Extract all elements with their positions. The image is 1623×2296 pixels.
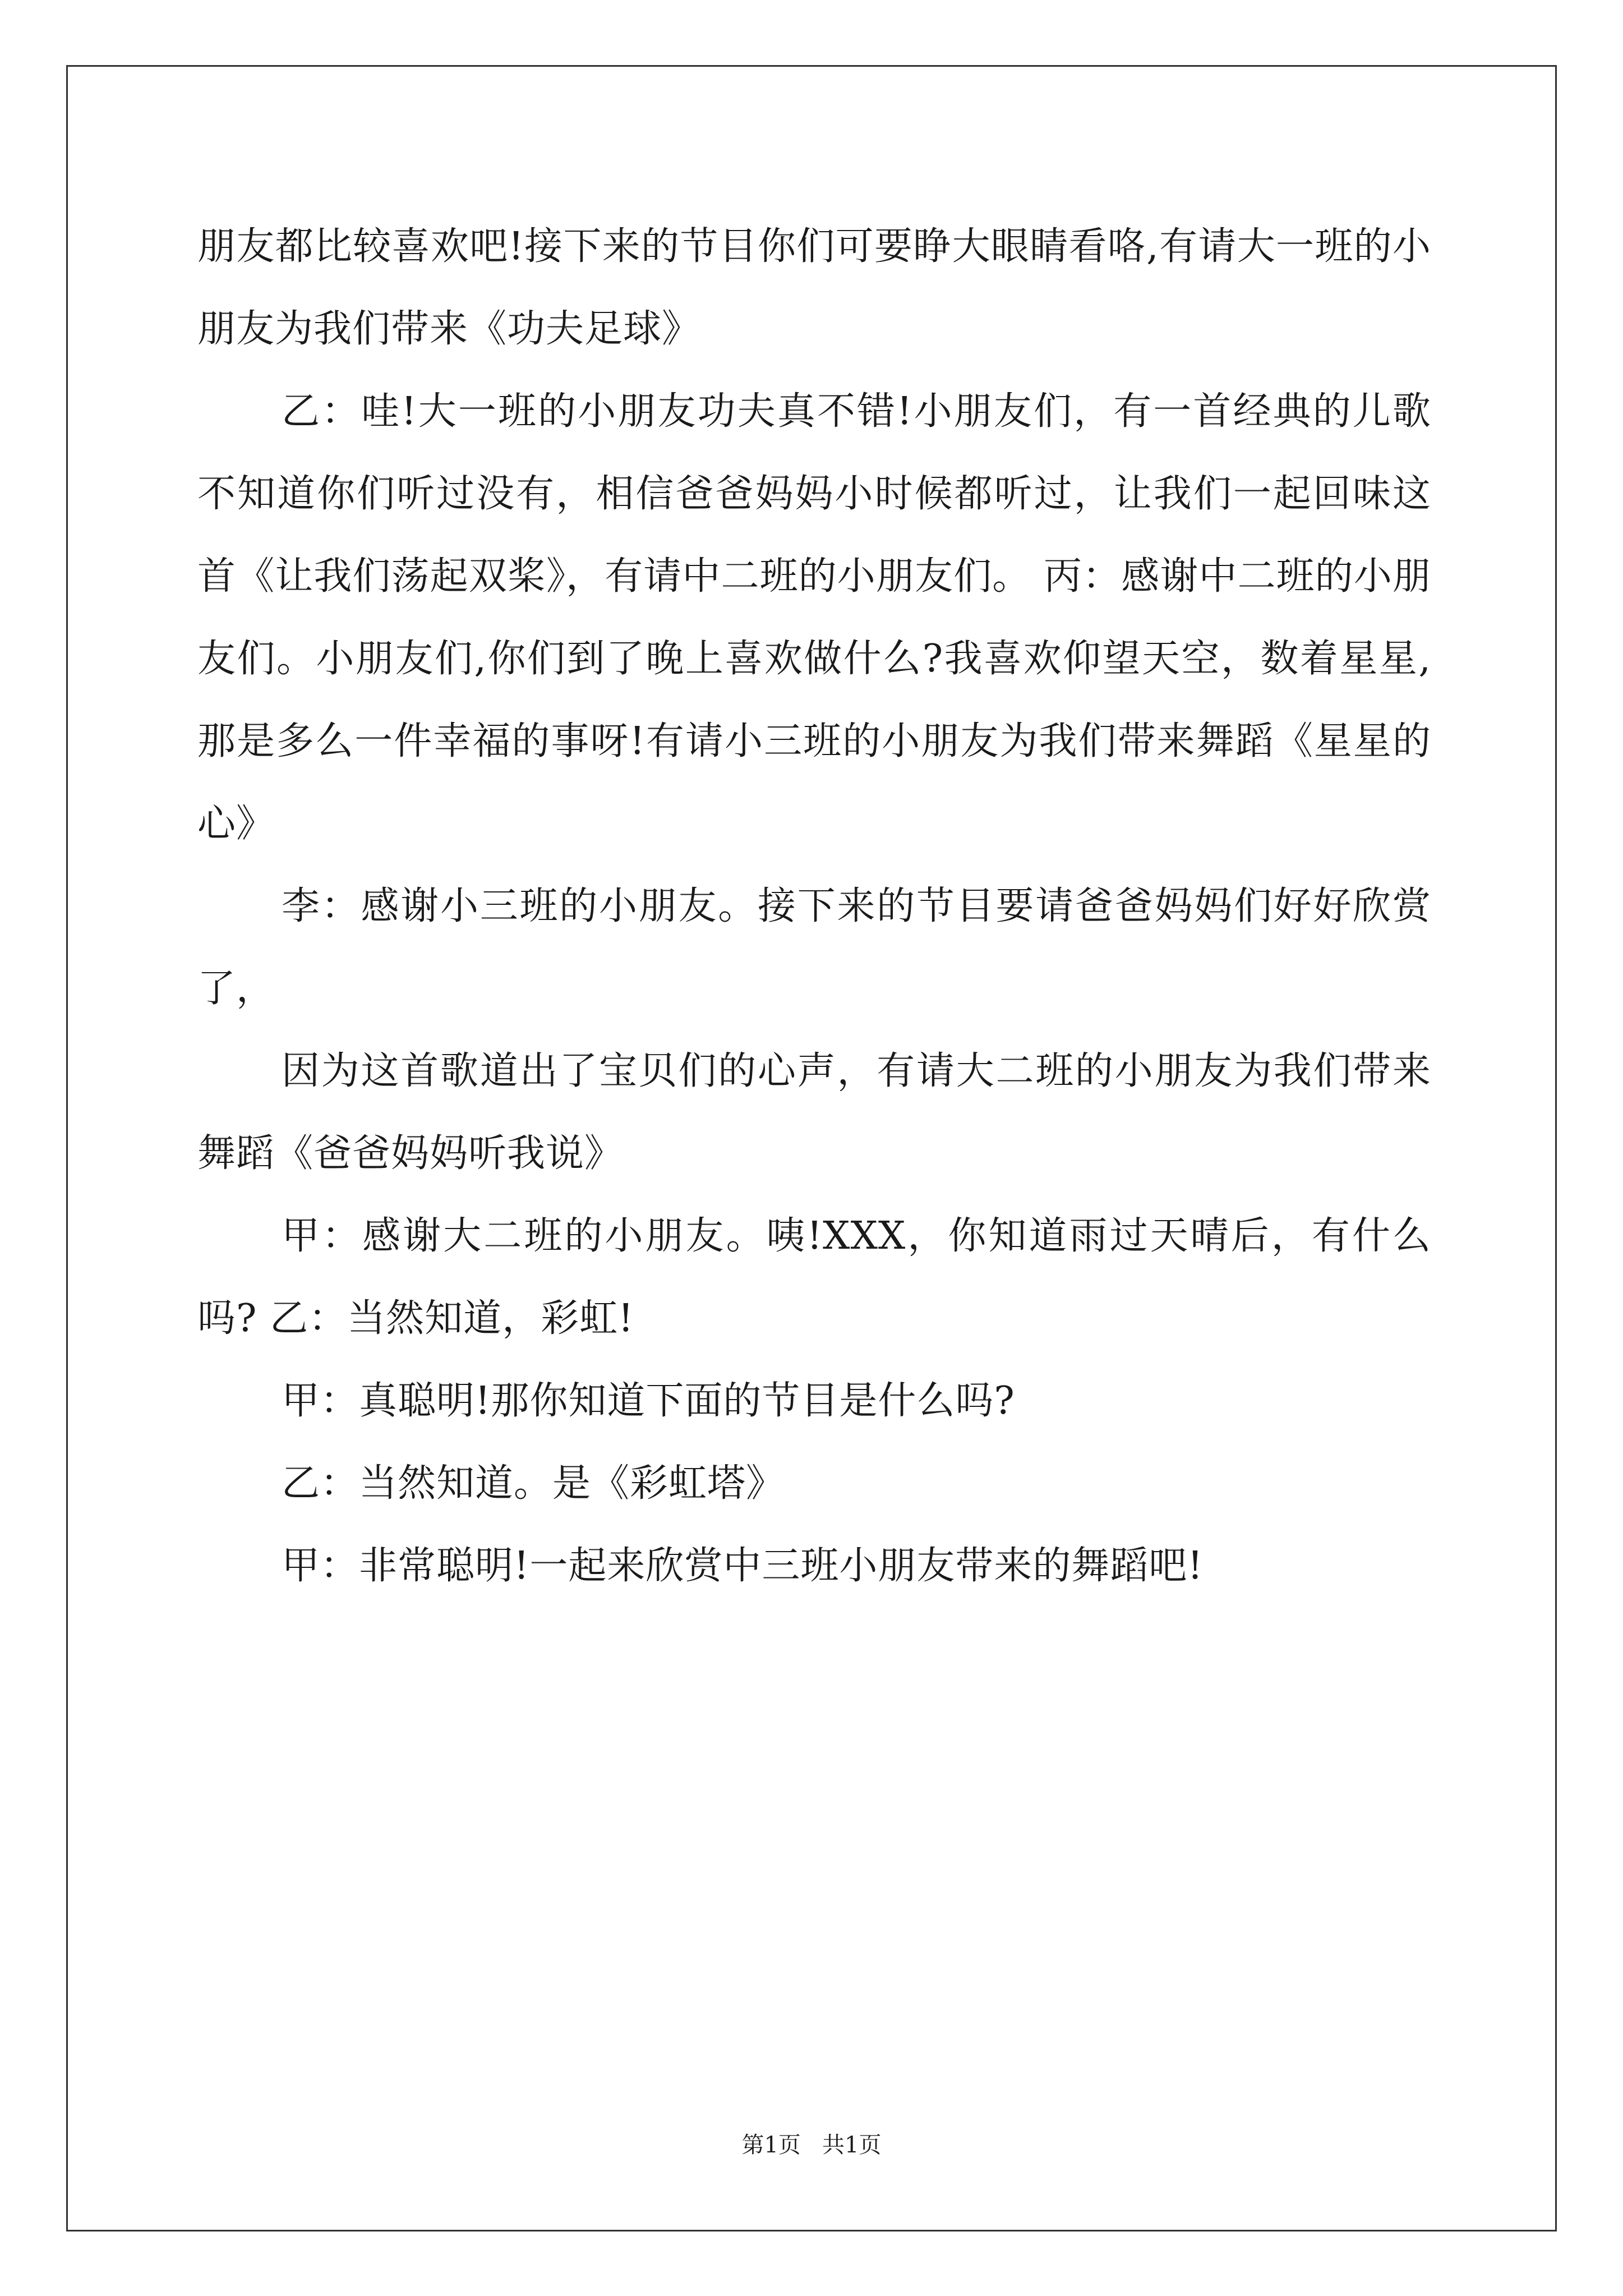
paragraph-8: 甲：非常聪明!一起来欣赏中三班小朋友带来的舞蹈吧! <box>282 1544 1204 1588</box>
paragraph-1: 朋友都比较喜欢吧!接下来的节目你们可要睁大眼睛看咯,有请大一班的小朋友为我们带来《功夫足球》 <box>197 224 1431 351</box>
paragraph-2: 乙：哇!大一班的小朋友功夫真不错!小朋友们，有一首经典的儿歌不知道你们听过没有，相信爸爸妈妈小时候都听过，让我们一起回味这首《让我们荡起双桨》，有请中二班的小朋友们。 丙：感谢中二班的小朋友们。小朋友们,你们到了晚上喜欢做什么?我喜欢仰望天空，数着星星,那是多么一件幸福的事呀!有请小三班的小朋友为我们带来舞蹈《星星的心》 <box>197 389 1431 846</box>
paragraph-5: 甲：感谢大二班的小朋友。咦!XXX，你知道雨过天晴后，有什么吗? 乙：当然知道，彩虹! <box>197 1214 1431 1341</box>
paragraph-3: 李：感谢小三班的小朋友。接下来的节目要请爸爸妈妈们好好欣赏了， <box>197 884 1431 1011</box>
paragraph-7: 乙：当然知道。是《彩虹塔》 <box>282 1461 785 1506</box>
paragraph-6: 甲：真聪明!那你知道下面的节目是什么吗? <box>282 1379 1015 1423</box>
page-footer: 第1页 共1页 <box>741 2132 882 2158</box>
paragraph-4: 因为这首歌道出了宝贝们的心声，有请大二班的小朋友为我们带来舞蹈《爸爸妈妈听我说》 <box>197 1049 1431 1176</box>
document-body <box>197 205 1431 1607</box>
